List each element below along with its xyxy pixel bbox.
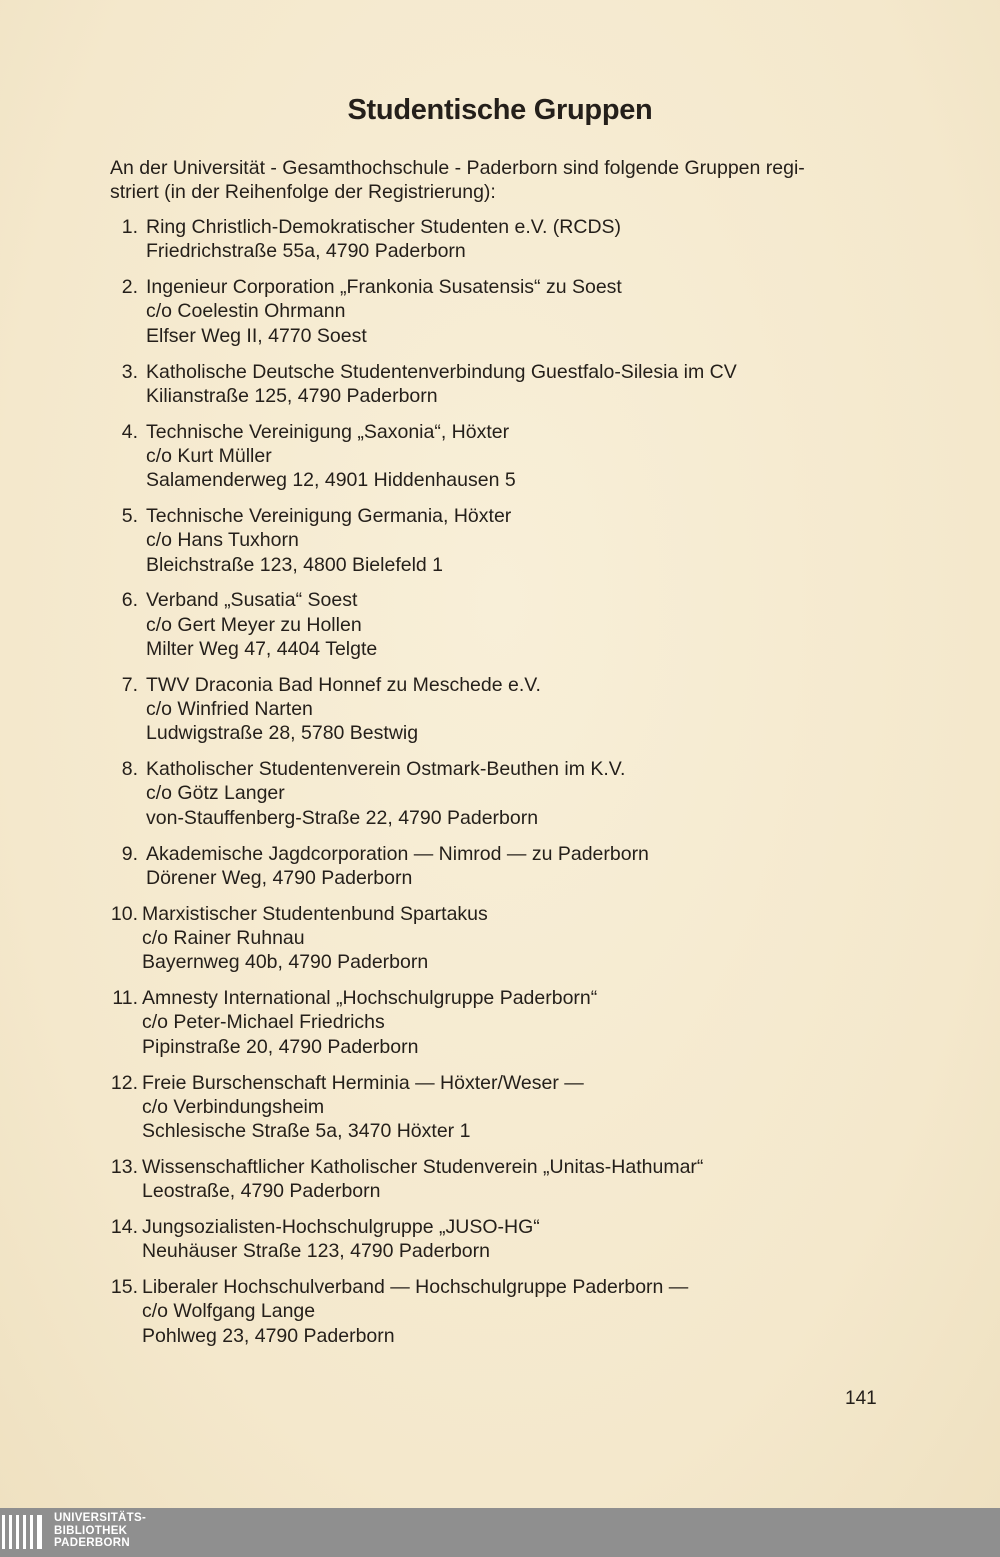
entry-number: 11. [112, 987, 138, 1010]
group-address-line: Schlesische Straße 5a, 3470 Höxter 1 [142, 1120, 471, 1143]
group-name: Katholischer Studentenverein Ostmark-Beuthen im K.V. [146, 758, 626, 781]
library-name-line: UNIVERSITÄTS- [54, 1512, 147, 1524]
group-name: TWV Draconia Bad Honnef zu Meschede e.V. [146, 673, 541, 696]
entry-lines [146, 360, 737, 409]
entry-number: 2. [121, 276, 138, 299]
intro-line: striert (in der Reihenfolge der Registrierung): [110, 181, 496, 203]
group-address-line: c/o Kurt Müller [146, 444, 272, 467]
entry-number: 1. [121, 216, 138, 238]
entry-number: 4. [121, 420, 138, 443]
entry-number: 15. [110, 1276, 138, 1299]
entry-lines [142, 1155, 703, 1204]
entry-lines [146, 673, 541, 746]
group-address-line: Kilianstraße 125, 4790 Paderborn [146, 384, 438, 407]
entry-lines [146, 504, 511, 577]
footer-bar [0, 1508, 1000, 1557]
entry-lines [142, 902, 488, 975]
entry-lines [142, 1215, 540, 1264]
group-name: Marxistischer Studentenbund Spartakus [142, 902, 488, 925]
group-address-line: c/o Verbindungsheim [142, 1095, 325, 1118]
group-address-line: c/o Götz Langer [146, 782, 285, 805]
entry-number: 8. [121, 758, 138, 781]
entry-number: 7. [121, 673, 138, 696]
entry-lines [142, 1071, 584, 1144]
group-address-line: Dörener Weg, 4790 Paderborn [146, 866, 413, 889]
group-name: Liberaler Hochschulverband — Hochschulgruppe Paderborn — [142, 1276, 689, 1299]
entry-lines [142, 986, 597, 1059]
intro-paragraph [110, 156, 900, 204]
group-name: Technische Vereinigung „Saxonia“, Höxter [146, 420, 510, 443]
group-name: Akademische Jagdcorporation — Nimrod — zu Paderborn [146, 842, 649, 865]
entry-lines [146, 420, 516, 493]
group-name: Freie Burschenschaft Herminia — Höxter/Weser — [142, 1071, 584, 1094]
group-address-line: c/o Coelestin Ohrmann [146, 300, 346, 323]
library-name-line: BIBLIOTHEK [54, 1524, 128, 1537]
group-address-line: Milter Weg 47, 4404 Telgte [146, 637, 378, 660]
group-name: Ingenieur Corporation „Frankonia Susatensis“ zu Soest [146, 276, 622, 299]
group-address-line: Ludwigstraße 28, 5780 Bestwig [146, 722, 419, 745]
group-address-line: von-Stauffenberg-Straße 22, 4790 Paderborn [146, 806, 539, 829]
intro-line: An der Universität - Gesamthochschule - Paderborn sind folgende Gruppen regi- [110, 157, 805, 179]
group-address-line: Bayernweg 40b, 4790 Paderborn [142, 951, 429, 974]
page-number: 141 [845, 1388, 877, 1409]
entry-number: 14. [110, 1216, 138, 1238]
group-name: Katholische Deutsche Studentenverbindung Guestfalo-Silesia im CV [146, 360, 737, 383]
entry-lines [146, 757, 625, 830]
group-address-line: c/o Gert Meyer zu Hollen [146, 613, 362, 636]
library-barcode-logo-icon [2, 1511, 46, 1553]
group-address-line: c/o Winfried Narten [146, 698, 313, 721]
entry-lines [146, 215, 621, 264]
group-name: Ring Christlich-Demokratischer Studenten e.V. (RCDS) [146, 216, 622, 238]
group-address-line: Neuhäuser Straße 123, 4790 Paderborn [142, 1240, 490, 1263]
entry-number: 9. [121, 842, 138, 865]
group-name: Wissenschaftlicher Katholischer Studenverein „Unitas-Hathumar“ [142, 1155, 704, 1178]
entry-number: 10. [110, 902, 138, 925]
group-address-line: Elfser Weg II, 4770 Soest [146, 324, 367, 347]
entry-lines [146, 842, 649, 891]
entry-lines [146, 275, 622, 348]
entry-lines [142, 1275, 688, 1348]
group-name: Jungsozialisten-Hochschulgruppe „JUSO-HG“ [142, 1216, 540, 1238]
library-name [54, 1512, 146, 1550]
group-address-line: Salamenderweg 12, 4901 Hiddenhausen 5 [146, 469, 516, 492]
group-address-line: c/o Wolfgang Lange [142, 1300, 316, 1323]
entry-number: 6. [121, 589, 138, 612]
entry-lines [146, 588, 377, 661]
group-address-line: c/o Rainer Ruhnau [142, 926, 305, 949]
group-address-line: c/o Hans Tuxhorn [146, 529, 299, 552]
entry-number: 13. [110, 1155, 138, 1178]
group-address-line: Pohlweg 23, 4790 Paderborn [142, 1324, 395, 1347]
group-name: Verband „Susatia“ Soest [146, 589, 358, 612]
group-address-line: Pipinstraße 20, 4790 Paderborn [142, 1035, 419, 1058]
group-address-line: c/o Peter-Michael Friedrichs [142, 1011, 385, 1034]
entry-number: 5. [121, 505, 138, 527]
group-address-line: Leostraße, 4790 Paderborn [142, 1180, 381, 1203]
group-name: Technische Vereinigung Germania, Höxter [146, 505, 512, 527]
page-title: Studentische Gruppen [347, 94, 653, 126]
library-name-line: PADERBORN [54, 1537, 130, 1549]
group-name: Amnesty International „Hochschulgruppe Paderborn“ [142, 987, 598, 1010]
entry-number: 12. [110, 1071, 138, 1094]
group-address-line: Bleichstraße 123, 4800 Bielefeld 1 [146, 553, 444, 576]
group-address-line: Friedrichstraße 55a, 4790 Paderborn [146, 240, 466, 263]
entry-number: 3. [121, 360, 138, 383]
